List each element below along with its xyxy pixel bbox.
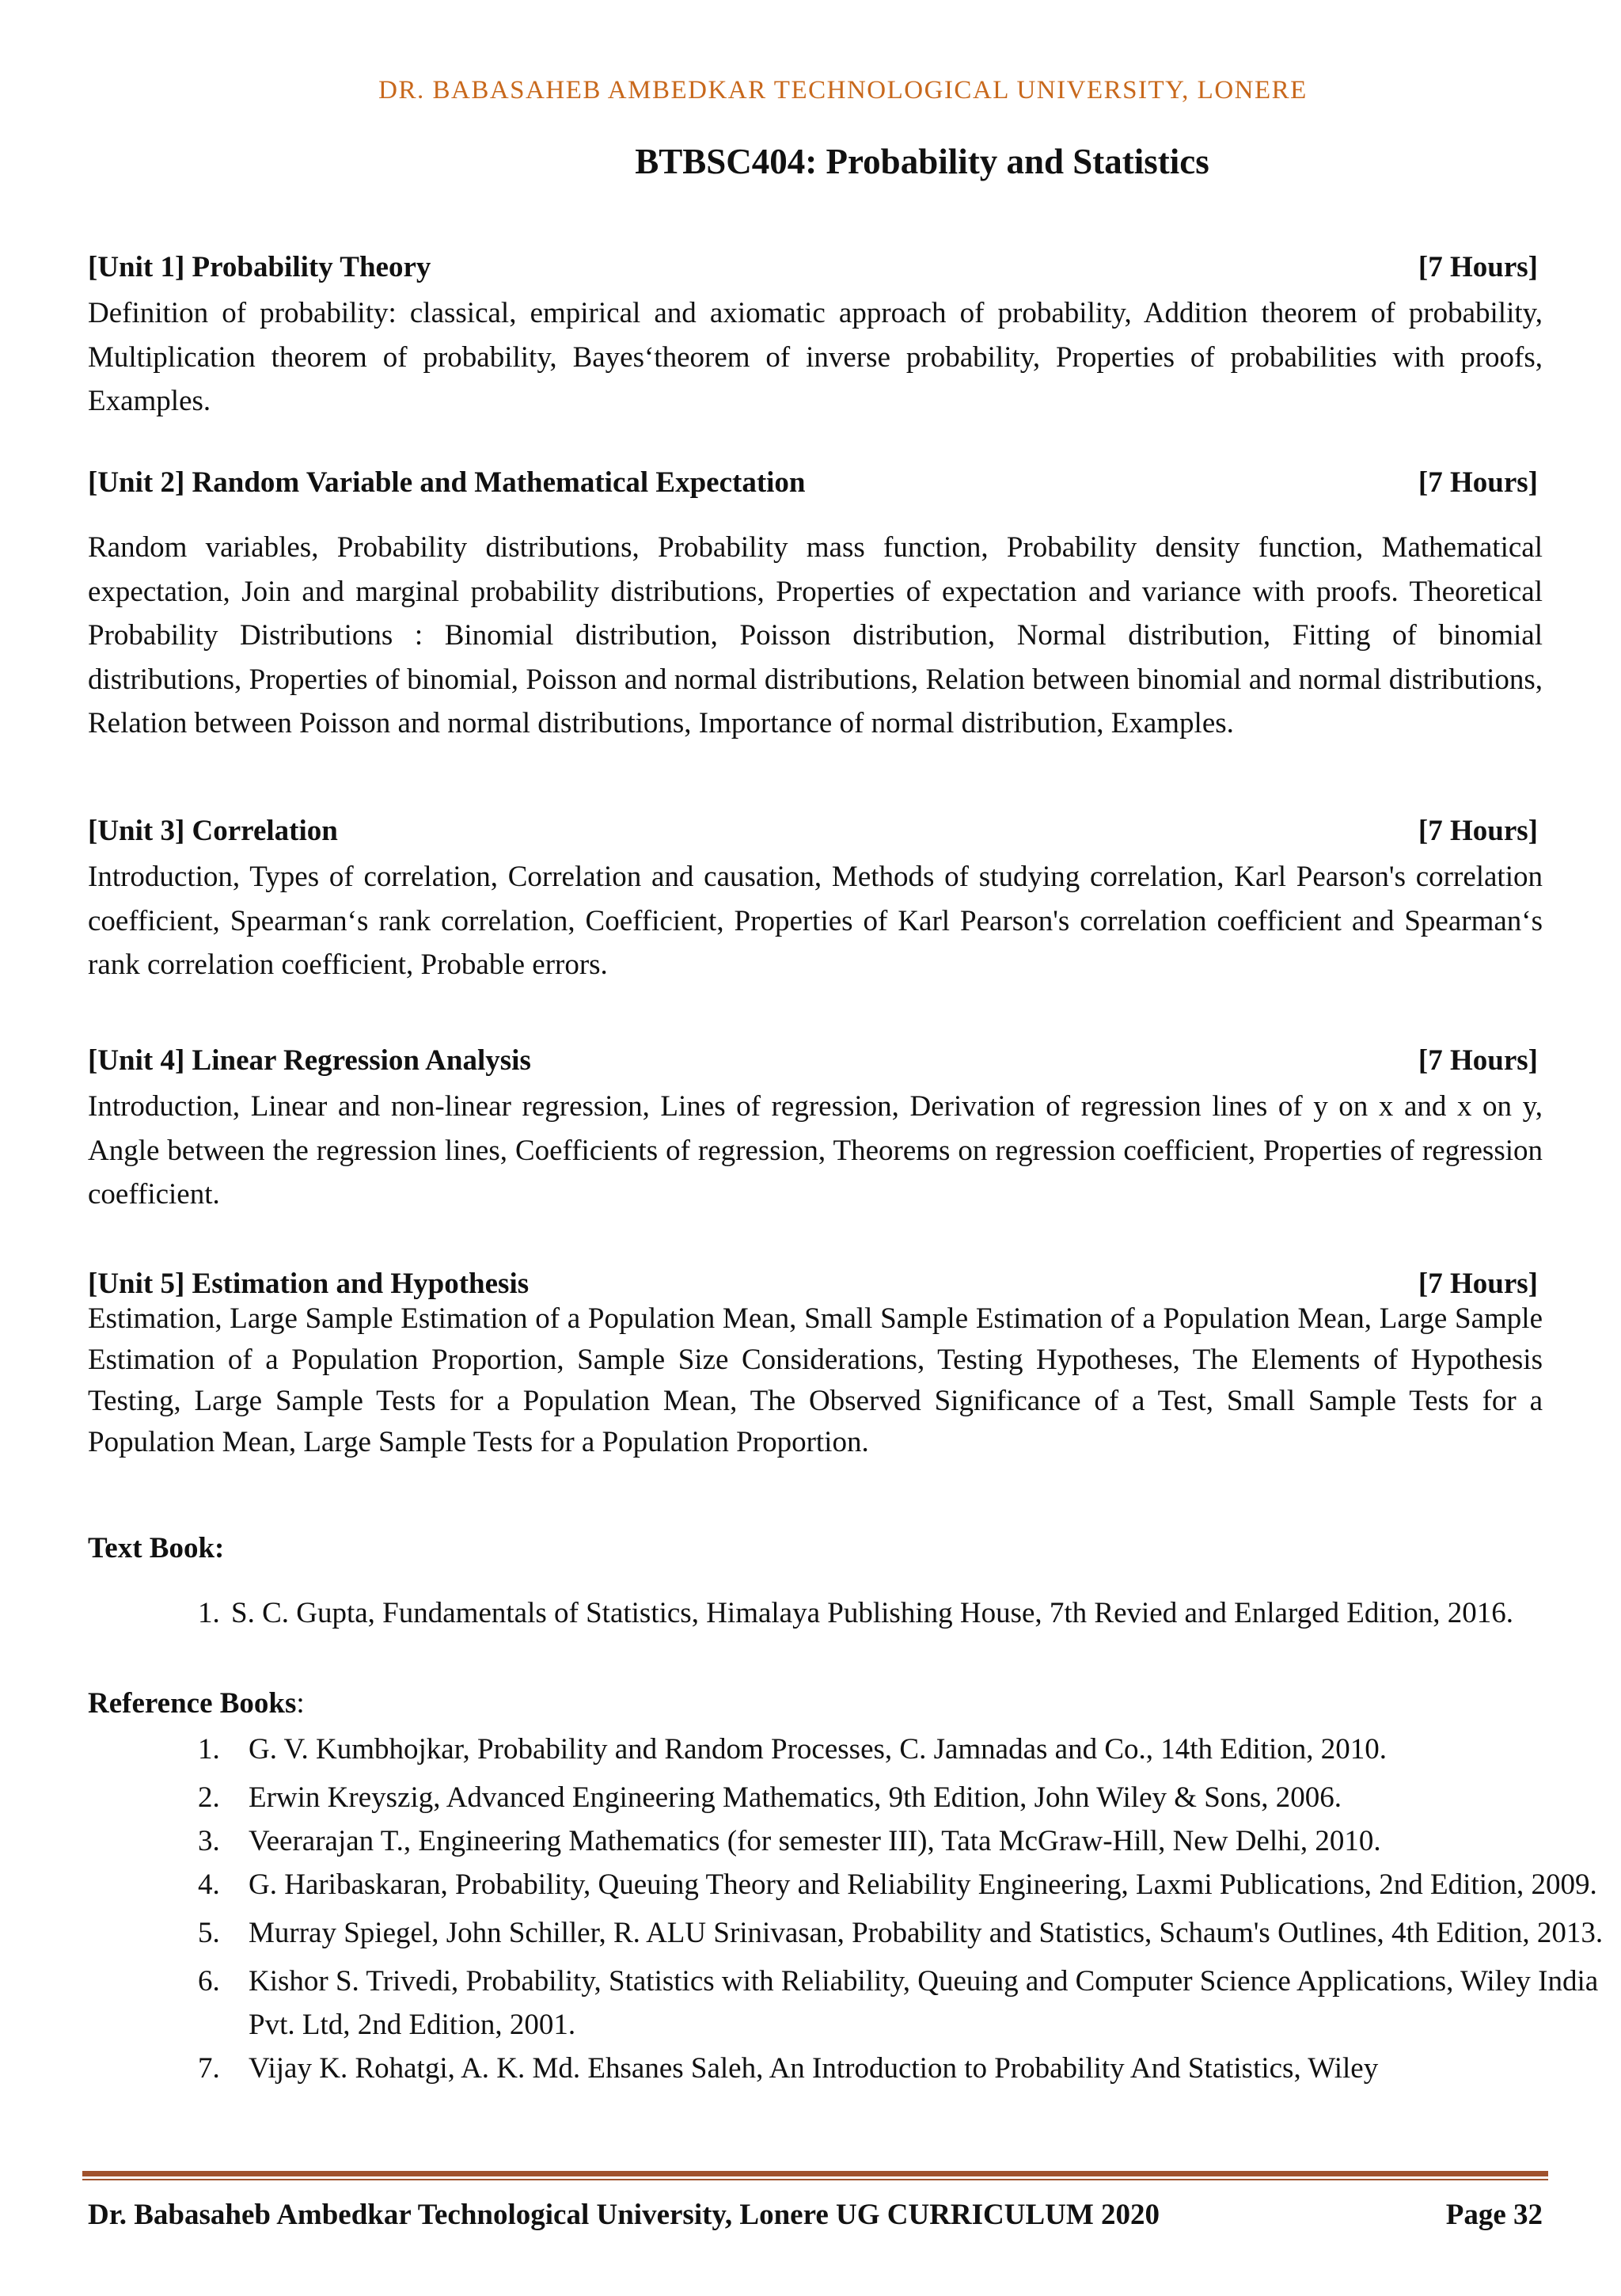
unit-title: [Unit 2] Random Variable and Mathematical Expectation: [88, 466, 806, 499]
item-text: G. V. Kumbhojkar, Probability and Random Processes, C. Jamnadas and Co., 14th Edition, 2010.: [249, 1733, 1387, 1766]
unit-1-content: Definition of probability: classical, empirical and axiomatic approach of probability, Addition theorem of probability, Multiplication theorem of probability, Bayes‘theorem of inverse probability, Properties of probabilities with proofs, Examples.: [88, 297, 1543, 417]
unit-title: [Unit 3] Correlation: [88, 815, 338, 847]
item-number: 7.: [198, 2052, 220, 2085]
unit-2-heading: [88, 466, 1538, 500]
item-number: 3.: [198, 1825, 220, 1857]
item-number: 1.: [198, 1733, 220, 1766]
page-number: Page 32: [1445, 2199, 1543, 2231]
list-item: [198, 2047, 1621, 2090]
list-item: [198, 1960, 1621, 2047]
unit-3-content: Introduction, Types of correlation, Correlation and causation, Methods of studying correlation, Karl Pearson's correlation coefficient, Spearman‘s rank correlation, Coefficient, Properties of Karl Pearson's correlation coefficient and Spearman‘s rank correlation coefficient, Probable errors.: [88, 861, 1543, 981]
university-header: DR. BABASAHEB AMBEDKAR TECHNOLOGICAL UNIVERSITY, LONERE: [378, 76, 1308, 105]
unit-title: [Unit 5] Estimation and Hypothesis: [88, 1268, 530, 1300]
list-item: [198, 1591, 1621, 1635]
unit-2-content: Random variables, Probability distributions, Probability mass function, Probability density function, Mathematical expectation, Join and marginal probability distributions, Properties of expectation and variance with proofs. Theoretical Probability Distributions : Binomial distribution, Poisson distribution, Normal distribution, Fitting of binomial distributions, Properties of binomial, Poisson and normal distributions, Relation between binomial and normal distributions, Relation between Poisson and normal distributions, Importance of normal distribution, Examples.: [88, 531, 1543, 739]
footer-text: Dr. Babasaheb Ambedkar Technological University, Lonere UG CURRICULUM 2020: [88, 2199, 1160, 2231]
list-item: [198, 1911, 1621, 1955]
reference-books-colon: :: [296, 1687, 305, 1720]
footer-divider-thin: [82, 2179, 1548, 2180]
item-text: Kishor S. Trivedi, Probability, Statistics with Reliability, Queuing and Computer Science Applications, Wiley India Pvt. Ltd, 2nd Edition, 2001.: [249, 1965, 1599, 2041]
unit-title: [Unit 4] Linear Regression Analysis: [88, 1044, 531, 1077]
unit-hours: [7 Hours]: [1418, 815, 1538, 847]
item-number: 6.: [198, 1965, 220, 1998]
reference-books-heading: [88, 1686, 305, 1720]
unit-4-content: Introduction, Linear and non-linear regression, Lines of regression, Derivation of regression lines of y on x and x on y, Angle between the regression lines, Coefficients of regression, Theorems on regression coefficient, Properties of regression coefficient.: [88, 1090, 1543, 1211]
item-text: S. C. Gupta, Fundamentals of Statistics, Himalaya Publishing House, 7th Revied and Enlarged Edition, 2016.: [231, 1597, 1513, 1629]
unit-title: [Unit 1] Probability Theory: [88, 251, 431, 283]
reference-books-list: [198, 1728, 1621, 2090]
item-text: Veerarajan T., Engineering Mathematics (for semester III), Tata McGraw-Hill, New Delhi, 2010.: [249, 1825, 1381, 1857]
list-item: [198, 1728, 1621, 1771]
unit-hours: [7 Hours]: [1418, 1268, 1538, 1300]
reference-books-title: Reference Books: [88, 1687, 297, 1720]
item-number: 5.: [198, 1917, 220, 1949]
unit-hours: [7 Hours]: [1418, 466, 1538, 499]
item-text: G. Haribaskaran, Probability, Queuing Theory and Reliability Engineering, Laxmi Publications, 2nd Edition, 2009.: [249, 1868, 1597, 1901]
unit-3-heading: [88, 814, 1538, 848]
item-number: 2.: [198, 1781, 220, 1814]
unit-4-heading: [88, 1043, 1538, 1078]
list-item: [198, 1819, 1621, 1863]
unit-hours: [7 Hours]: [1418, 251, 1538, 283]
unit-hours: [7 Hours]: [1418, 1044, 1538, 1077]
unit-5-heading: [88, 1267, 1538, 1301]
item-text: Vijay K. Rohatgi, A. K. Md. Ehsanes Saleh, An Introduction to Probability And Statistics, Wiley: [249, 2052, 1379, 2085]
text-book-heading: Text Book:: [88, 1532, 225, 1564]
list-item: [198, 1863, 1621, 1906]
list-item: [198, 1776, 1621, 1819]
item-text: Murray Spiegel, John Schiller, R. ALU Srinivasan, Probability and Statistics, Schaum's Outlines, 4th Edition, 2013.: [249, 1917, 1604, 1949]
item-text: Erwin Kreyszig, Advanced Engineering Mathematics, 9th Edition, John Wiley & Sons, 2006.: [249, 1781, 1342, 1814]
text-book-list: [198, 1591, 1621, 1635]
item-number: 4.: [198, 1868, 220, 1901]
page-footer: [88, 2198, 1543, 2232]
unit-1-heading: [88, 250, 1538, 284]
footer-divider: [82, 2171, 1548, 2176]
unit-5-content: Estimation, Large Sample Estimation of a Population Mean, Small Sample Estimation of a Population Mean, Large Sample Estimation of a Population Proportion, Sample Size Considerations, Testing Hypotheses, The Elements of Hypothesis Testing, Large Sample Tests for a Population Mean, The Observed Significance of a Test, Small Sample Tests for a Population Mean, Large Sample Tests for a Population Proportion.: [88, 1302, 1543, 1458]
item-number: 1.: [198, 1597, 220, 1629]
course-title: BTBSC404: Probability and Statistics: [635, 142, 1209, 181]
